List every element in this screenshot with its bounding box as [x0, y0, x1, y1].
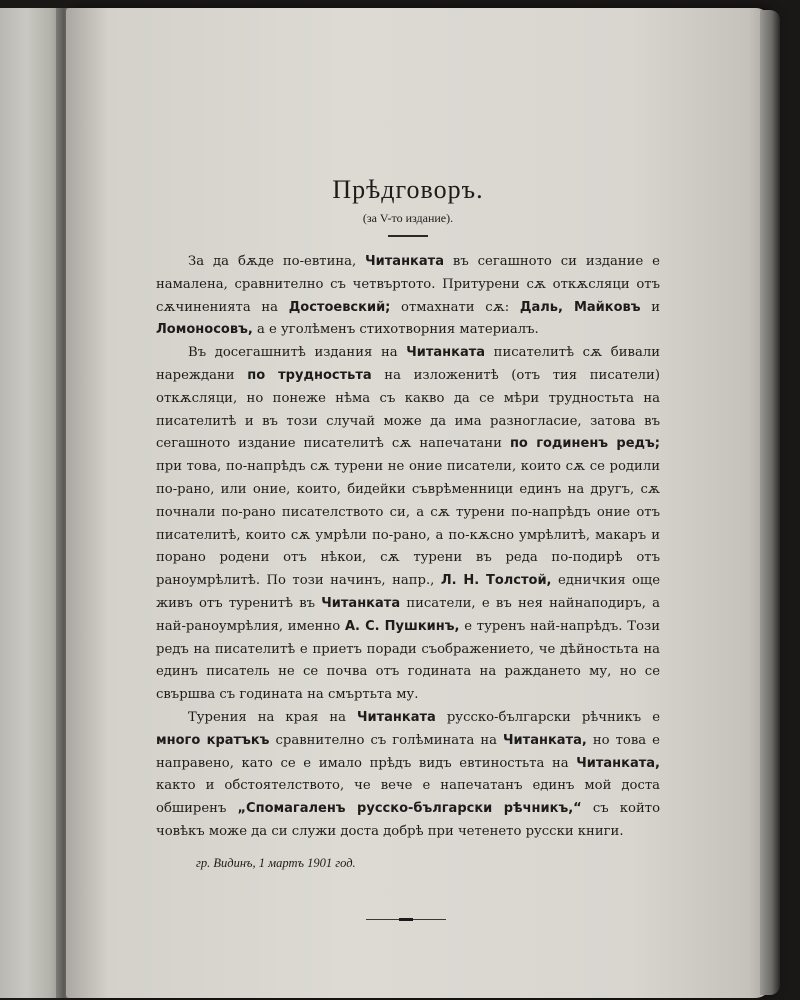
bold-run: А. С. Пушкинъ,: [344, 618, 460, 634]
page-subtitle: (за V-то издание).: [362, 211, 454, 225]
text-run: отмахнати сѫ:: [390, 299, 520, 315]
text-run: съ който човѣкъ може да си служи доста добрѣ при четенето русски книги.: [156, 801, 661, 839]
text-run: русско-български рѣчникъ е: [435, 709, 661, 725]
text-run: и: [640, 299, 661, 315]
text-run: както и обстоятелството, че вече е напечатанъ единъ мой доста обширенъ: [156, 778, 660, 817]
divider-mark: [399, 918, 413, 921]
text-run: писатели, е въ нея найнаподиръ, а най-раноумрѣлия, именно: [156, 595, 660, 634]
bold-run: по годиненъ редъ;: [509, 436, 660, 452]
bold-run: Л. Н. Толстой,: [440, 573, 552, 589]
text-run: едничкия още живъ отъ туренитѣ въ: [156, 573, 660, 611]
text-run: но това е направено, като се е имало прѣдъ видъ евтиностьта на: [156, 732, 660, 771]
bold-run: Достоевский;: [288, 299, 391, 315]
bottom-divider: [366, 918, 446, 922]
bold-run: Читанката: [365, 254, 444, 269]
paragraph-1: [156, 251, 660, 342]
text-run: а е уголѣменъ стихотворния материалъ.: [252, 322, 539, 338]
page-edge: [760, 10, 780, 995]
bold-run: „Спомагаленъ русско-български рѣчникъ,“: [237, 801, 582, 817]
text-run: въ сегашното си издание е намалена, сравнително съ четвъртото. Притурени сѫ откѫсляци отъ сѫчиненията на: [156, 254, 660, 315]
text-run: при това, по-напрѣдъ сѫ турени не оние писатели, които сѫ се родили по-рано, или оние, които, бидейки съврѣменници единъ на другъ, сѫ почнали по-рано писателството си, а сѫ турени по-напрѣдъ оние отъ писателитѣ, които сѫ умрѣли по-рано, а по-кѫсно умрѣлитѣ, макаръ и порано родени отъ нѣкои, сѫ турени въ реда по-подирѣ отъ раноумрѣлитѣ. По този начинъ, напр.,: [156, 459, 660, 589]
text-run: Въ досегашнитѣ издания на: [188, 345, 407, 361]
signature-line: гр. Видинъ, 1 мартъ 1901 год.: [196, 855, 356, 870]
text-run: Турения на края на: [188, 709, 358, 725]
paragraph-3: [156, 707, 660, 844]
page-content: [156, 170, 660, 872]
text-run: на изложенитѣ (отъ тия писатели) откѫсляци, но понеже нѣма съ какво да се мѣри трудностьта на писателитѣ и въ този случай може да има разногласие, затова въ сегашното издание писателитѣ сѫ напечатани: [156, 367, 660, 452]
text-run: е туренъ най-напрѣдъ. Този редъ на писателитѣ е приетъ поради съображението, че дѣйностьта на единъ писатель не се почва отъ годината на раждането му, но се свършва съ годината на смъртьта му.: [156, 618, 660, 703]
text-run: За да бѫде по-евтина,: [188, 254, 366, 269]
bold-run: много кратъкъ: [156, 732, 270, 748]
bold-run: Читанката,: [576, 755, 660, 771]
paragraph-2: [156, 342, 660, 707]
bold-run: Читанката,: [503, 732, 587, 748]
bold-run: по трудностьта: [247, 367, 372, 383]
page-title: Прѣдговоръ.: [332, 175, 484, 204]
bold-run: Читанката: [357, 709, 436, 725]
bold-run: Читанката: [321, 595, 401, 611]
text-run: сравнително съ голѣмината на: [269, 732, 504, 748]
bold-run: Даль, Майковъ: [519, 299, 641, 315]
bold-run: Ломоносовъ,: [156, 322, 253, 338]
text-run: писателитѣ сѫ бивали нареждани: [156, 345, 660, 383]
bold-run: Читанката: [406, 345, 486, 361]
title-divider: [388, 235, 428, 237]
